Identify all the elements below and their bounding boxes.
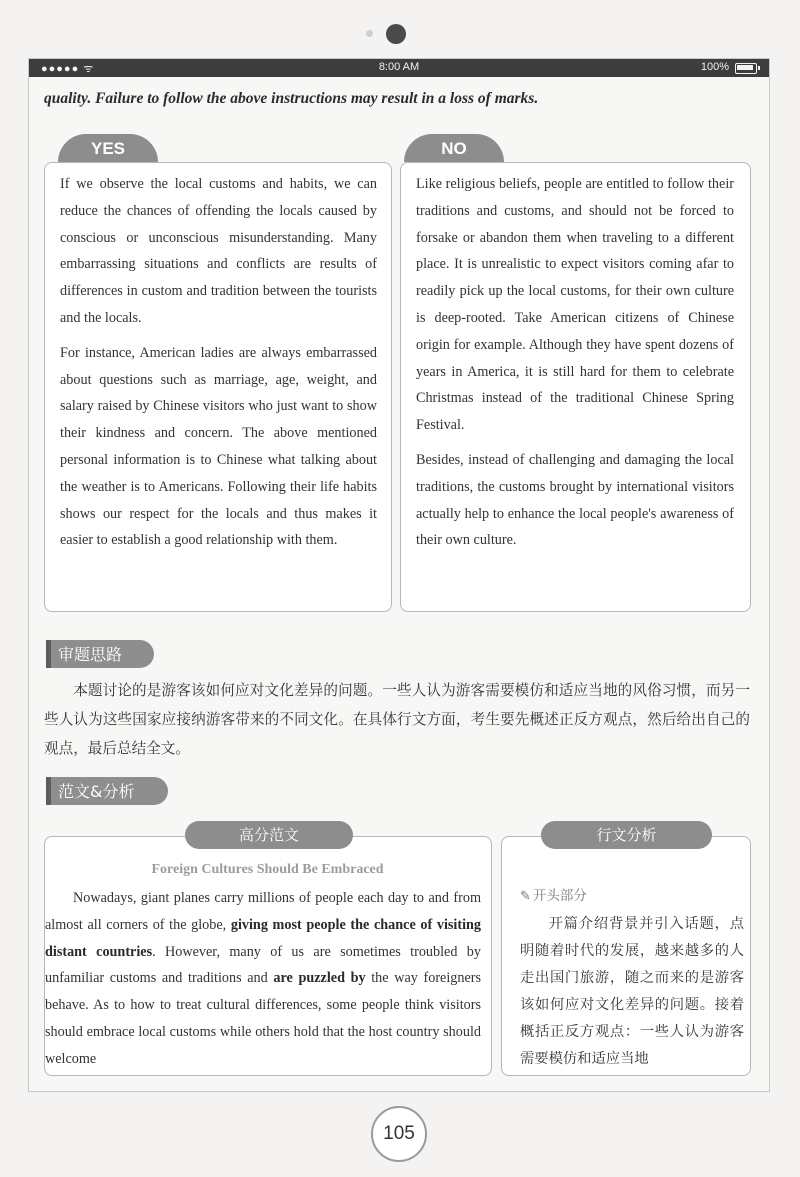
signal-icon: ●●●●● ᯤ (41, 63, 95, 75)
essay-highlight: giving most people the chance of visiting distant countries (45, 916, 481, 960)
no-argument-box (400, 162, 751, 612)
page-number: 105 (371, 1106, 427, 1162)
section-heading-analysis-approach: 审题思路 (46, 640, 154, 668)
opening-label-text: 开头部分 (532, 888, 587, 904)
page-dot-inactive[interactable] (366, 30, 373, 37)
status-bar (29, 59, 769, 77)
essay-text-segment: Nowadays, giant planes carry millions of people each day to and from almost all corners of the globe, (45, 890, 481, 933)
pencil-icon: ✎ (520, 889, 531, 904)
yes-paragraph: If we observe the local customs and habits, we can reduce the chances of offending the locals caused by conscious or unconscious misunderstanding. Many embarrassing situations and conflicts are results of differences in custom and tradition between the tourists and the locals. (60, 176, 377, 326)
no-tab: NO (404, 134, 504, 162)
yes-argument-box (44, 162, 392, 612)
essay-text-segment: the way foreigners behave. As to how to treat cultural differences, some people think visitors should embrace local customs while others hold that the host country should welcome (45, 970, 482, 1067)
writing-analysis-tab: 行文分析 (541, 821, 712, 849)
essay-text-segment: . However, many of us are sometimes troubled by unfamiliar customs and traditions and (45, 943, 481, 987)
page-dot-active[interactable] (386, 24, 406, 44)
battery-tip (758, 66, 760, 70)
no-paragraph: Like religious beliefs, people are entitled to follow their traditions and customs, and should not be forced to forsake or abandon them when traveling to a different place. It is unrealistic to expect visitors coming afar to readily pick up the local customs, for their own culture is deep-rooted. Take American citizens of Chinese origin for example. Although they have spent dozens of years in America, it is still hard for them to celebrate Christmas instead of the traditional Chinese Spring Festival. (416, 176, 734, 434)
page-indicator (0, 24, 800, 44)
analysis-text: 开篇介绍背景并引入话题，点明随着时代的发展，越来越多的人走出国门旅游，随之而来的是游客该如何应对文化差异的问题。接着概括正反方观点：一些人认为游客需要模仿和适应当地 (520, 916, 744, 1067)
writing-analysis-box (501, 836, 751, 1076)
essay-title: Foreign Cultures Should Be Embraced (151, 862, 384, 877)
battery-percent: 100% (700, 61, 729, 73)
battery-icon (735, 63, 757, 74)
status-time: 8:00 AM (378, 61, 420, 73)
yes-paragraph: For instance, American ladies are always embarrassed about questions such as marriage, age, weight, and salary raised by Chinese visitors who just want to show their kindness and concern. The above mentioned personal information is to Chinese what talking about the weather is to Americans. Following their life habits shows our respect for the locals and thus makes it easier to establish a good relationship with them. (60, 344, 377, 549)
opening-section-label (520, 884, 587, 904)
section-heading-sample-essay: 范文&分析 (46, 777, 168, 805)
yes-tab: YES (58, 134, 158, 162)
sample-essay-box (44, 836, 492, 1076)
instruction-text: quality. Failure to follow the above instructions may result in a loss of marks. (44, 90, 539, 107)
essay-body (45, 885, 481, 1073)
analysis-approach-text: 本题讨论的是游客该如何应对文化差异的问题。一些人认为游客需要模仿和适应当地的风俗习惯，而另一些人认为这些国家应接纳游客带来的不同文化。在具体行文方面，考生要先概述正反方观点，然后给出自己的观点，最后总结全文。 (44, 682, 750, 757)
sample-essay-tab: 高分范文 (185, 821, 353, 849)
essay-highlight: are puzzled by (273, 970, 366, 987)
no-paragraph: Besides, instead of challenging and damaging the local traditions, the customs brought by international visitors actually help to enhance the local people's awareness of their own culture. (416, 451, 734, 549)
